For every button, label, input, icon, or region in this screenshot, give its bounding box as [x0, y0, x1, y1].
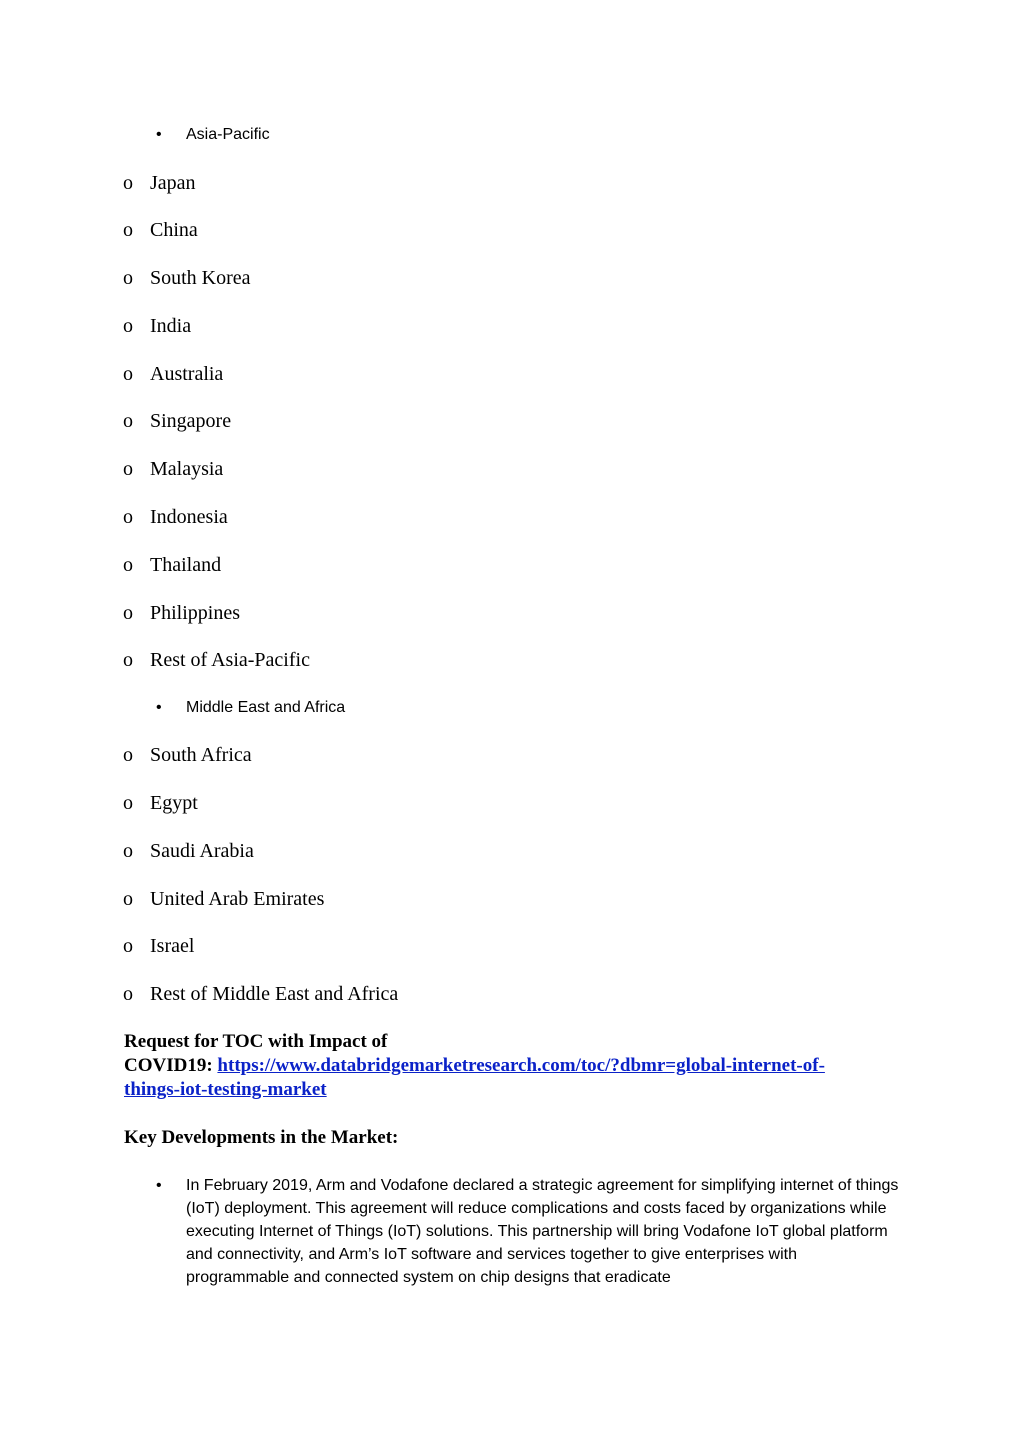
circle-bullet-icon: o	[123, 172, 133, 194]
country-label: Rest of Middle East and Africa	[150, 983, 399, 1005]
toc-request	[124, 1030, 904, 1102]
country-label: South Korea	[150, 267, 251, 289]
country-label: Singapore	[150, 410, 232, 432]
country-label: Saudi Arabia	[150, 840, 254, 862]
toc-link-part1: https://www.databridgemarketresearch.com/toc/?dbmr=global-internet-of-	[217, 1055, 825, 1076]
circle-bullet-icon: o	[123, 840, 133, 862]
country-label: China	[150, 219, 198, 241]
circle-bullet-icon: o	[123, 554, 133, 576]
country-label: Philippines	[150, 602, 241, 624]
country-label: United Arab Emirates	[150, 888, 325, 910]
circle-bullet-icon: o	[123, 792, 133, 814]
toc-label-line2-wrap	[124, 1054, 904, 1078]
bullet-icon: •	[156, 1177, 162, 1194]
bullet-icon: •	[156, 699, 162, 716]
circle-bullet-icon: o	[123, 888, 133, 910]
country-label: Japan	[150, 172, 196, 194]
circle-bullet-icon: o	[123, 458, 133, 480]
circle-bullet-icon: o	[123, 935, 133, 957]
circle-bullet-icon: o	[123, 983, 133, 1005]
toc-link[interactable]	[217, 1055, 824, 1076]
circle-bullet-icon: o	[123, 315, 133, 337]
toc-label-line1: Request for TOC with Impact of	[124, 1031, 388, 1052]
country-label: Australia	[150, 363, 224, 385]
bullet-icon: •	[156, 126, 162, 143]
circle-bullet-icon: o	[123, 410, 133, 432]
region-heading: Middle East and Africa	[186, 699, 346, 716]
toc-link-line3-wrap	[124, 1078, 904, 1102]
country-label: India	[150, 315, 192, 337]
country-label: Israel	[150, 935, 195, 957]
circle-bullet-icon: o	[123, 506, 133, 528]
country-label: Egypt	[150, 792, 198, 814]
country-label: Malaysia	[150, 458, 224, 480]
key-developments-heading: Key Developments in the Market:	[124, 1127, 399, 1148]
key-development-text: In February 2019, Arm and Vodafone declared a strategic agreement for simplifying internet of things (IoT) deployment. This agreement will reduce complications and costs faced by organizations while executing Internet of Things (IoT) solutions. This partnership will bring Vodafone IoT global platform and connectivity, and Arm’s IoT software and services together to give enterprises with programmable and connected system on chip designs that eradicate	[186, 1177, 899, 1286]
country-label: Thailand	[150, 554, 222, 576]
country-label: South Africa	[150, 744, 252, 766]
country-label: Rest of Asia-Pacific	[150, 649, 310, 671]
circle-bullet-icon: o	[123, 363, 133, 385]
circle-bullet-icon: o	[123, 602, 133, 624]
key-development-bullet	[156, 1174, 916, 1289]
toc-link-continued[interactable]	[124, 1079, 327, 1100]
circle-bullet-icon: o	[123, 649, 133, 671]
toc-link-part2: things-iot-testing-market	[124, 1079, 327, 1100]
circle-bullet-icon: o	[123, 219, 133, 241]
circle-bullet-icon: o	[123, 267, 133, 289]
circle-bullet-icon: o	[123, 744, 133, 766]
region-heading: Asia-Pacific	[186, 126, 270, 143]
toc-label-line2: COVID19:	[124, 1055, 213, 1076]
country-label: Indonesia	[150, 506, 228, 528]
